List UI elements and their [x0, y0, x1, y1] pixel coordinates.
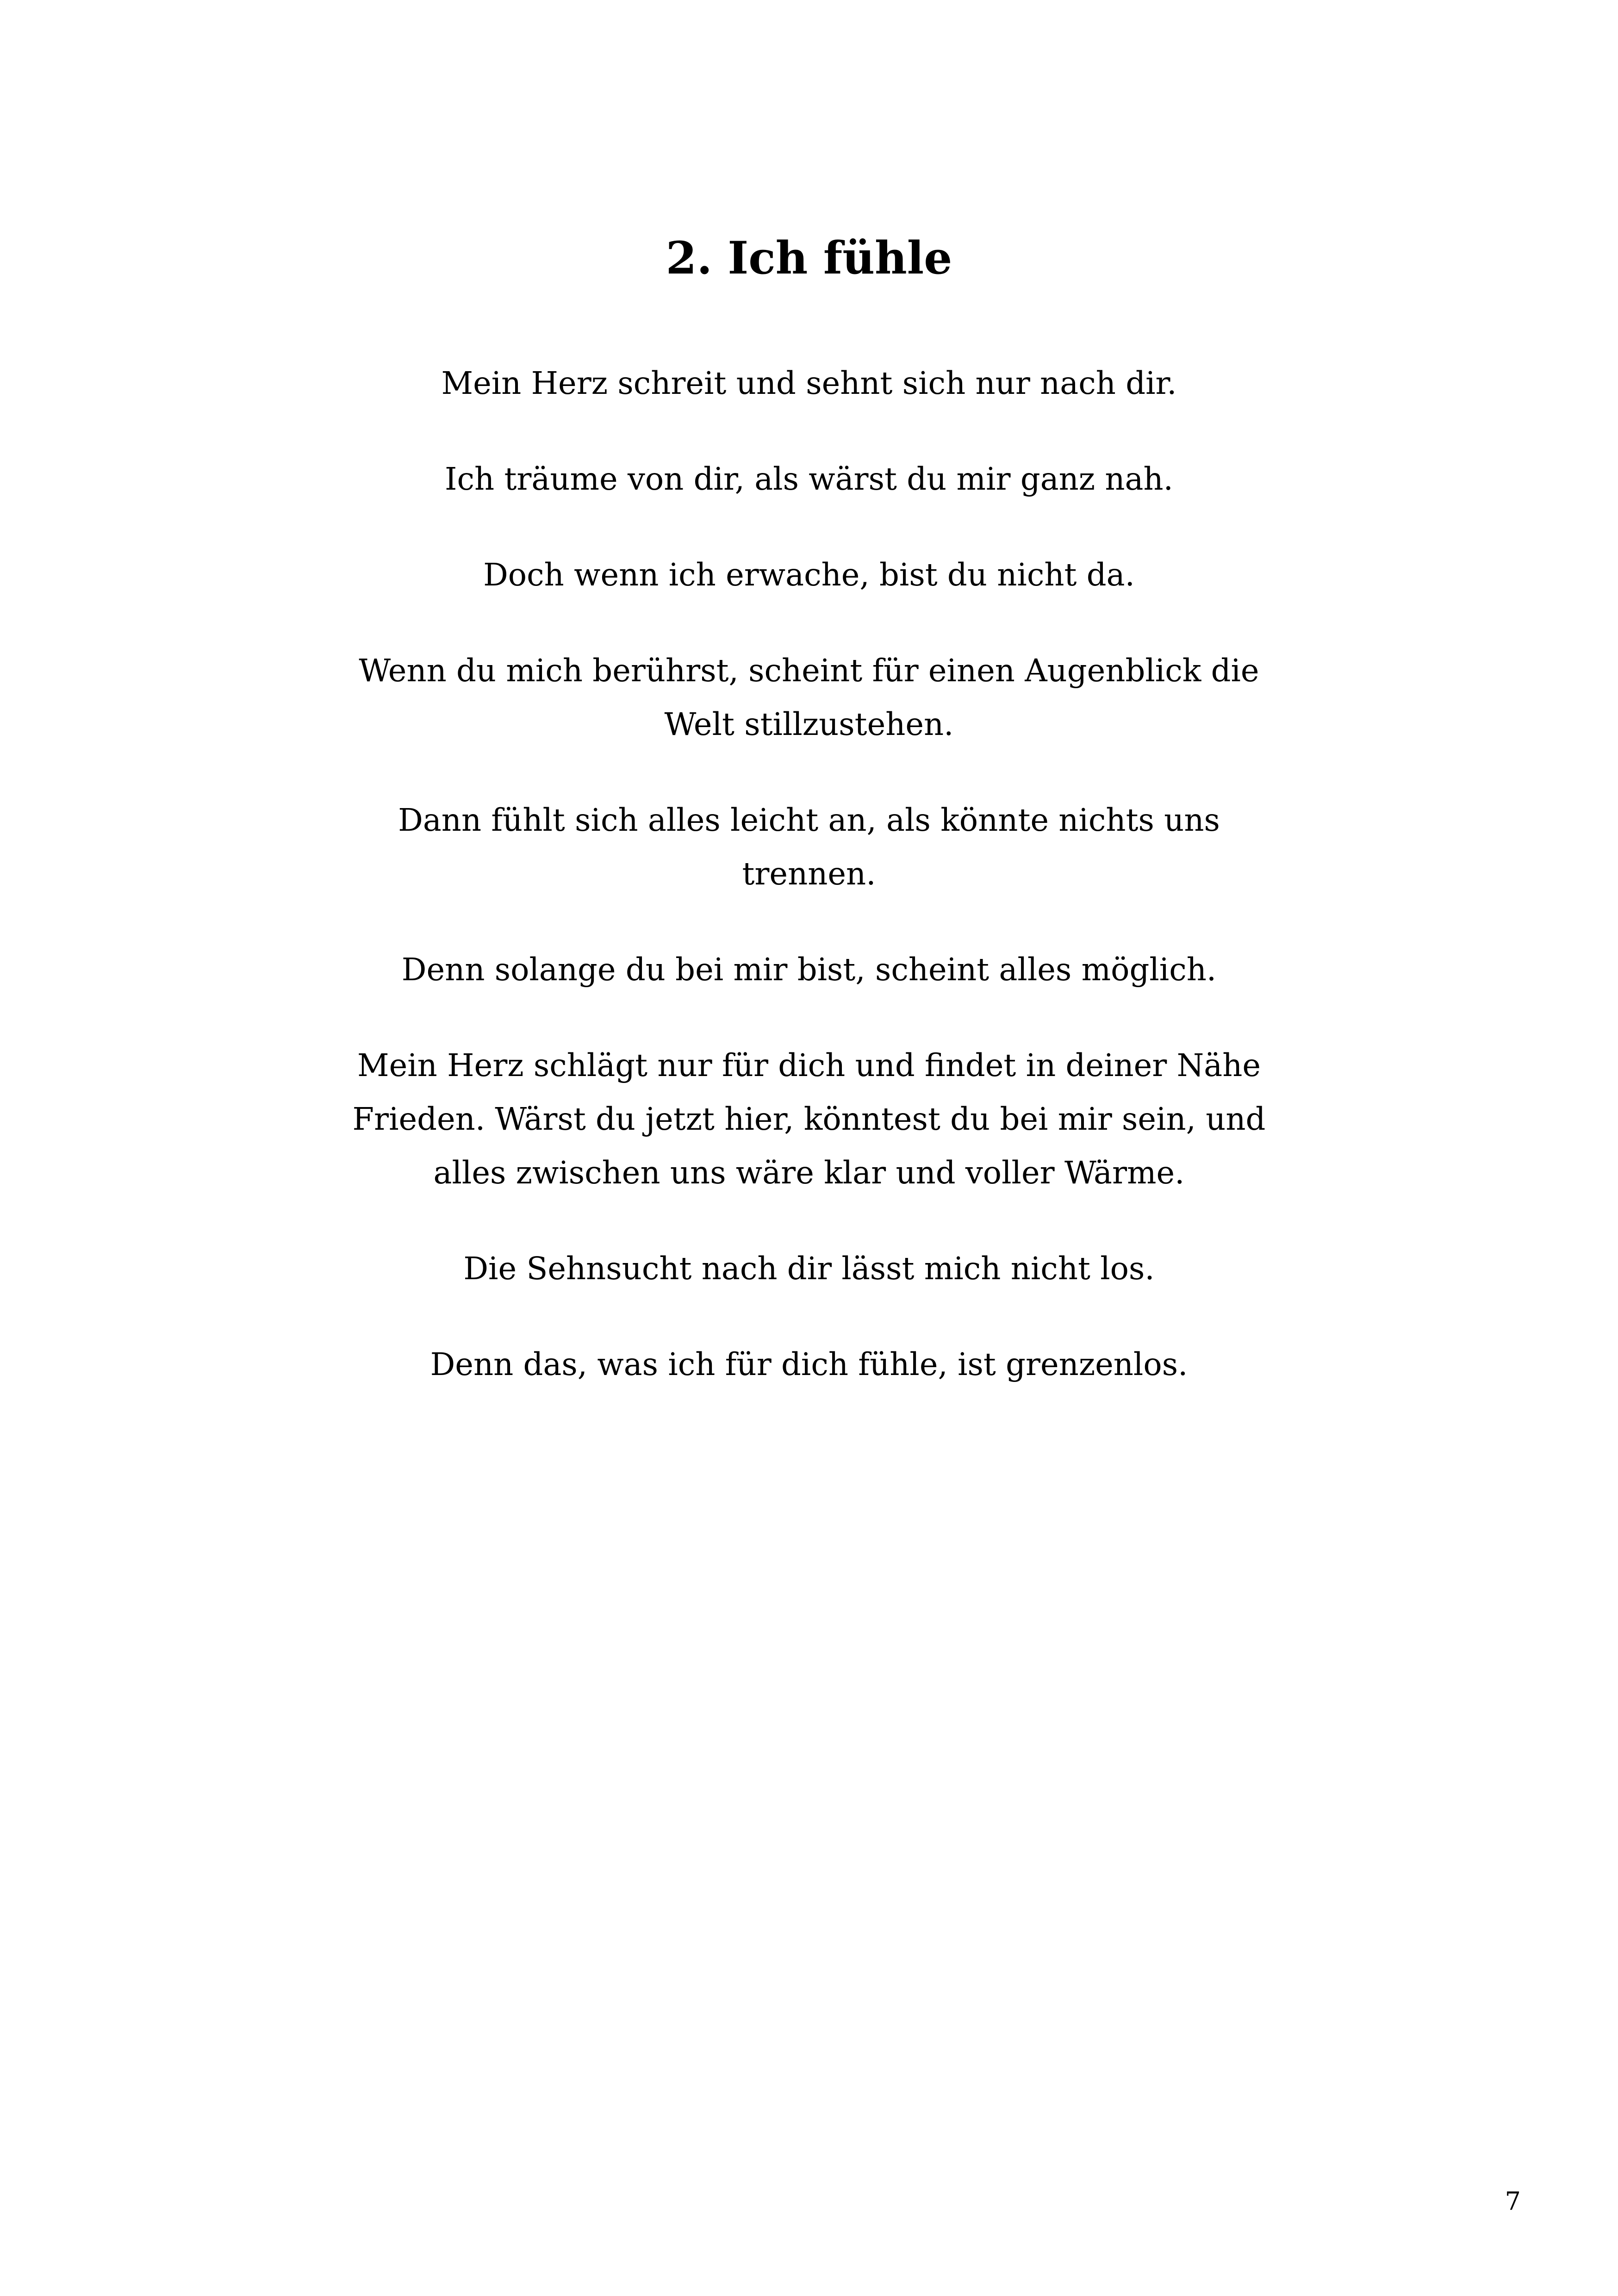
poem-line: Ich träume von dir, als wärst du mir ganz nah. — [445, 461, 1173, 497]
poem-line: Mein Herz schreit und sehnt sich nur nach dir. — [441, 365, 1177, 401]
page-title: 2. Ich fühle — [666, 232, 952, 284]
poem-line: Wenn du mich berührst, scheint für einen Augenblick die Welt stillzustehen. — [359, 653, 1259, 742]
poem-body — [342, 356, 1276, 1433]
poem-line: Dann fühlt sich alles leicht an, als könnte nichts uns trennen. — [398, 802, 1220, 892]
poem-line: Mein Herz schlägt nur für dich und findet in deiner Nähe Frieden. Wärst du jetzt hier, könntest du bei mir sein, und alles zwischen uns wäre klar und voller Wärme. — [352, 1047, 1266, 1191]
poem-line: Die Sehnsucht nach dir lässt mich nicht los. — [463, 1251, 1155, 1287]
page-number: 7 — [1505, 2187, 1521, 2216]
poem-line: Denn solange du bei mir bist, scheint alles möglich. — [401, 952, 1217, 988]
poem-line: Doch wenn ich erwache, bist du nicht da. — [483, 557, 1135, 593]
poem-line: Denn das, was ich für dich fühle, ist grenzenlos. — [430, 1346, 1188, 1382]
